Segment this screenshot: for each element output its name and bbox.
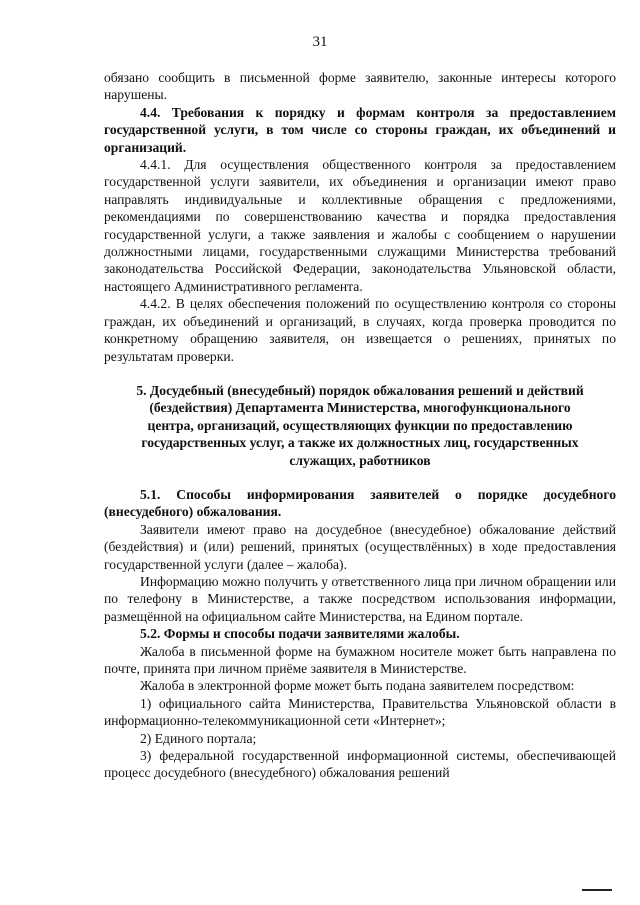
list-item-2: 2) Единого портала; [140, 730, 257, 746]
heading-4-4: 4.4. Требования к порядку и формам контроля за предоставлением государственной услуги, в том числе со стороны граждан, их объединений и организаций. [104, 104, 616, 155]
list-item-1: 1) официального сайта Министерства, Правительства Ульяновской области в информационно-телекоммуникационной сети «Интернет»; [104, 695, 616, 729]
paragraph-4-4-1: 4.4.1. Для осуществления общественного контроля за предоставлением государственной услуги заявители, их объединения и организации имеют право направлять индивидуальные и коллективные обращения с предложениями, рекомендациями по совершенствованию качества и порядка предоставления государственной услуги, а также заявления и жалобы с сообщением о нарушении должностными лицами, государственными служащими Министерства требований законодательства Российской Федерации, законодательства Ульяновской области, настоящего Административного регламента. [104, 157, 616, 294]
paragraph-5-2-b: Жалоба в электронной форме может быть подана заявителем посредством: [140, 678, 575, 694]
paragraph: обязано сообщить в письменной форме заявителю, законные интересы которого нарушены. [104, 70, 616, 103]
page-corner-mark [582, 889, 612, 891]
heading-5-1: 5.1. Способы информирования заявителей о порядке досудебного (внесудебного) обжалования. [104, 486, 616, 520]
paragraph-4-4-2: 4.4.2. В целях обеспечения положений по осуществлению контроля со стороны граждан, их объединений и организаций, в случаях, когда проверка проводится по конкретному обращению заявителя, он извещается о решениях, принятых по результатам проверки. [104, 296, 616, 364]
section-5-heading: 5. Досудебный (внесудебный) порядок обжалования решений и действий (бездействия) Департамента Министерства, многофункционального центра, организаций, осуществляющих функции по предоставлению государственных услуг, а также их должностных лиц, государственных служащих, работников [136, 382, 584, 468]
paragraph-5-1-a: Заявители имеют право на досудебное (внесудебное) обжалование действий (бездействия) и (или) решений, принятых (осуществлённых) в ходе предоставления государственной услуги (далее – жалоба). [104, 521, 616, 572]
paragraph-5-2-a: Жалоба в письменной форме на бумажном носителе может быть направлена по почте, принята при личном приёме заявителя в Министерстве. [104, 643, 616, 676]
page-body [104, 69, 616, 782]
paragraph-5-1-b: Информацию можно получить у ответственного лица при личном обращении или по телефону в Министерстве, а также посредством использования информации, размещённой на официальном сайте Министерства, на Едином портале. [104, 573, 616, 624]
list-item-3: 3) федеральной государственной информационной системы, обеспечивающей процесс досудебного (внесудебного) обжалования решений [104, 748, 616, 781]
heading-5-2: 5.2. Формы и способы подачи заявителями жалобы. [140, 626, 460, 642]
page-number: 31 [312, 34, 328, 50]
